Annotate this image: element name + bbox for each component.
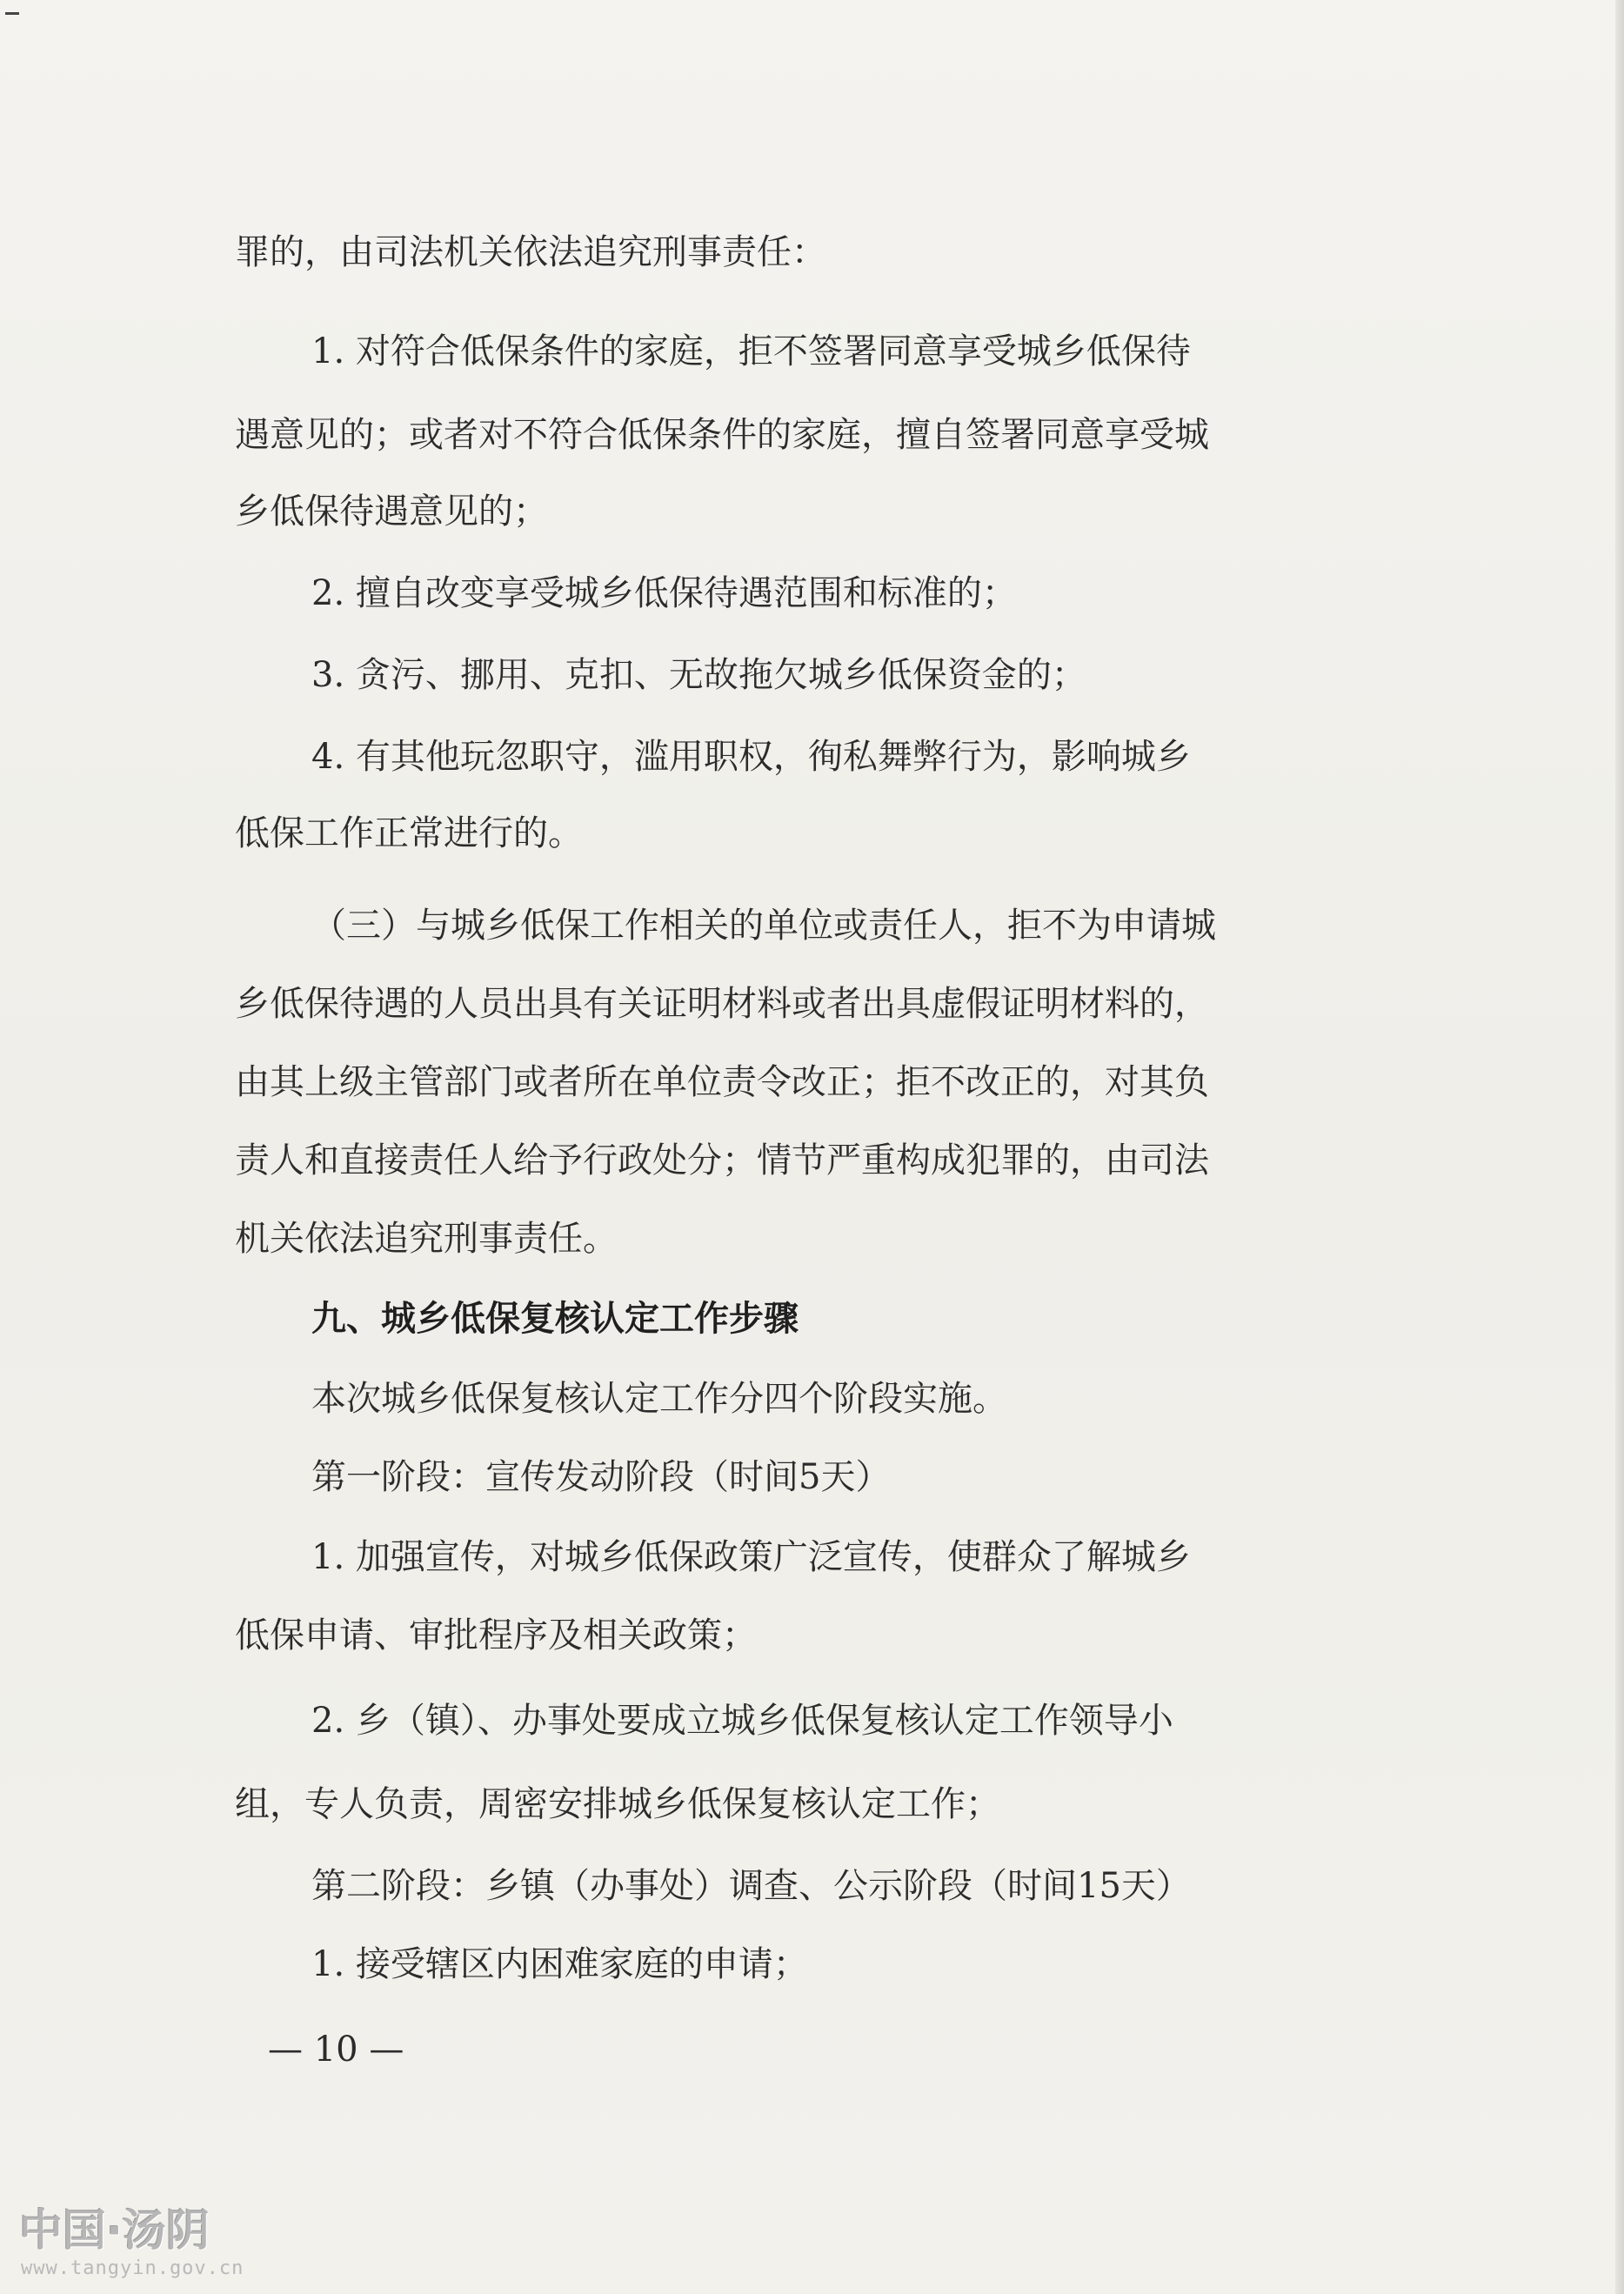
text-line-6: 3. 贪污、挪用、克扣、无故拖欠城乡低保资金的； [311,655,1086,695]
text-line-5: 2. 擅自改变享受城乡低保待遇范围和标准的； [311,573,1017,613]
text-line-8: 低保工作正常进行的。 [235,813,583,853]
text-line-18: 低保申请、审批程序及相关政策； [235,1615,757,1655]
page-number: — 10 — [268,2030,404,2070]
text-line-4: 乡低保待遇意见的； [235,492,548,532]
watermark-site-name: 中国·汤阴 [19,2205,210,2256]
text-line-1: 罪的，由司法机关依法追究刑事责任： [235,232,826,272]
text-line-7: 4. 有其他玩忽职守，滥用职权，徇私舞弊行为，影响城乡 [311,737,1191,777]
text-line-10: 乡低保待遇的人员出具有关证明材料或者出具虚假证明材料的， [235,984,1209,1024]
text-line-17: 1. 加强宣传，对城乡低保政策广泛宣传，使群众了解城乡 [311,1537,1191,1577]
page-edge-shadow [1615,0,1624,2294]
text-line-2: 1. 对符合低保条件的家庭，拒不签署同意享受城乡低保待 [311,331,1191,371]
section-heading: 九、城乡低保复核认定工作步骤 [311,1299,799,1339]
text-line-9: （三）与城乡低保工作相关的单位或责任人，拒不为申请城 [311,906,1216,946]
scan-corner-mark [5,12,19,15]
text-line-3: 遇意见的；或者对不符合低保条件的家庭，擅自签署同意享受城 [235,415,1209,455]
text-line-20: 组，专人负责，周密安排城乡低保复核认定工作； [235,1784,1000,1824]
watermark-url: www.tangyin.gov.cn [21,2257,244,2279]
text-line-15: 本次城乡低保复核认定工作分四个阶段实施。 [311,1379,1007,1419]
text-line-13: 机关依法追究刑事责任。 [235,1219,618,1259]
text-line-12: 责人和直接责任人给予行政处分；情节严重构成犯罪的，由司法 [235,1140,1209,1180]
site-watermark [19,2205,280,2284]
text-line-19: 2. 乡（镇）、办事处要成立城乡低保复核认定工作领导小 [311,1701,1173,1741]
text-line-21: 第二阶段：乡镇（办事处）调查、公示阶段（时间15天） [311,1866,1191,1906]
text-line-11: 由其上级主管部门或者所在单位责令改正；拒不改正的，对其负 [235,1062,1209,1102]
text-line-22: 1. 接受辖区内困难家庭的申请； [311,1944,808,1984]
text-line-16: 第一阶段：宣传发动阶段（时间5天） [311,1457,891,1497]
